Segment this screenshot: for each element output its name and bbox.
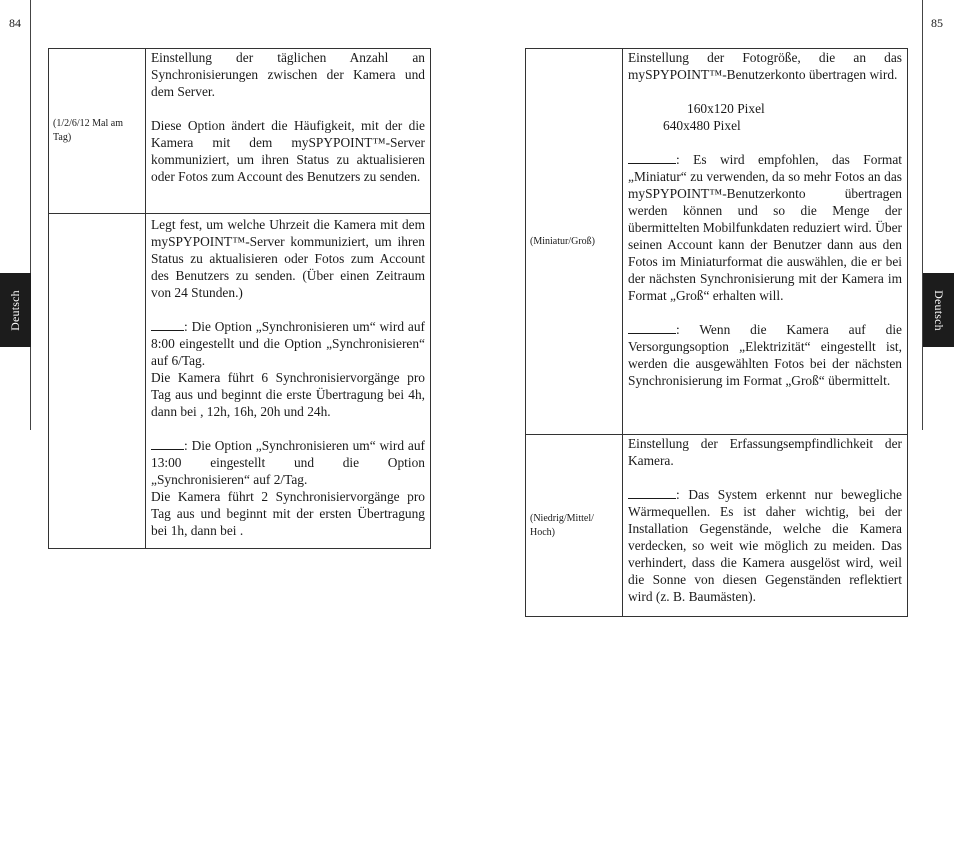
description-cell-photo-size: [623, 49, 908, 435]
table-row: [526, 49, 908, 435]
option-cell-sensitivity: [526, 435, 623, 617]
underline-placeholder: [151, 318, 184, 331]
note-3-paragraph: [628, 486, 902, 605]
underline-placeholder: [628, 151, 676, 164]
language-tab-right-label: Deutsch: [932, 289, 947, 331]
note-2-paragraph: [628, 321, 902, 389]
note-1-paragraph: [628, 151, 902, 304]
underline-placeholder: [628, 321, 676, 334]
description-text: Einstellung der Fotogröße, die an das mySPYPOINT™-Benutzerkonto übertragen wird.: [628, 50, 902, 82]
description-text: Die Kamera führt 6 Synchronisiervorgänge pro Tag aus und beginnt die erste Übertragung bei 4h, dann bei , 12h, 16h, 20h und 24h.: [151, 370, 425, 419]
example-2-paragraph: [151, 437, 425, 488]
option-label: (Niedrig/Mittel/ Hoch): [530, 512, 594, 538]
note-1-text: : Es wird empfohlen, das Format „Miniatur“ zu verwenden, da so mehr Fotos an das mySPYPOINT™-Benutzerkonto übertragen werden können und so die Menge der übermittelten Mobilfunkdaten reduziert wird. Über seinen Account kann der Benutzer dann aus den Fotos im Miniaturformat die auswählen, die er bei der nächsten Synchronisierung mit der Kamera im Format „Groß“ erhalten will.: [628, 152, 902, 303]
page-number-right: 85: [931, 16, 943, 30]
description-text: Einstellung der Erfassungsempfindlichkeit der Kamera.: [628, 436, 902, 468]
description-cell-sync-frequency: [146, 49, 431, 214]
language-tab-left: [0, 273, 31, 347]
table-row: [49, 49, 431, 214]
table-row: [49, 214, 431, 549]
option-label: (1/2/6/12 Mal am Tag): [53, 118, 123, 143]
option-label: (Miniatur/Groß): [530, 235, 595, 247]
description-cell-sensitivity: [623, 435, 908, 617]
description-text: Diese Option ändert die Häufigkeit, mit der die Kamera mit dem mySPYPOINT™-Server kommuniziert, um ihren Status zu aktualisieren oder Fotos zum Account des Benutzers zu senden.: [151, 118, 425, 184]
size-small-text: 160x120 Pixel: [687, 101, 765, 116]
language-tab-left-label: Deutsch: [8, 289, 23, 331]
page-edge-line-left: [30, 0, 31, 430]
description-cell-sync-time: [146, 214, 431, 549]
language-tab-right: [923, 273, 954, 347]
settings-table-right: [525, 48, 908, 617]
settings-table-left: [48, 48, 431, 549]
example-1-text: : Die Option „Synchronisieren um“ wird auf 8:00 eingestellt und die Option „Synchronisieren“ auf 6/Tag.: [151, 319, 425, 368]
size-large-text: 640x480 Pixel: [663, 118, 741, 133]
option-cell-sync-time: [49, 214, 146, 549]
option-cell-sync-frequency: [49, 49, 146, 214]
option-cell-photo-size: [526, 49, 623, 435]
description-text: Einstellung der täglichen Anzahl an Synchronisierungen zwischen der Kamera und dem Server.: [151, 50, 425, 99]
description-text: Legt fest, um welche Uhrzeit die Kamera mit dem mySPYPOINT™-Server kommuniziert, um ihren Status zu aktualisieren oder Fotos zum Account des Benutzers zu senden. (Über einen Zeitraum von 24 Stunden.): [151, 217, 425, 300]
underline-placeholder: [628, 486, 676, 499]
table-row: [526, 435, 908, 617]
page-number-left: 84: [9, 16, 21, 30]
note-2-text: : Wenn die Kamera auf die Versorgungsoption „Elektrizität“ eingestellt ist, werden die ausgewählten Fotos bei der nächsten Synchronisierung im Format „Groß“ übermittelt.: [628, 322, 902, 388]
note-3-text: : Das System erkennt nur bewegliche Wärmequellen. Es ist daher wichtig, bei der Installation Gegenstände, welche die Kamera verdecken, so weit wie möglich zu meiden. Das verhindert, dass die Kamera ausgelöst wird, weil die Sonne von diesen Gegenständen reflektiert wird (z. B. Baumästen).: [628, 487, 902, 604]
example-2-text: : Die Option „Synchronisieren um“ wird auf 13:00 eingestellt und die Option „Synchronisieren“ auf 2/Tag.: [151, 438, 425, 487]
page-edge-line-right: [922, 0, 923, 430]
example-1-paragraph: [151, 318, 425, 369]
underline-placeholder: [151, 437, 184, 450]
description-text: Die Kamera führt 2 Synchronisiervorgänge pro Tag aus und beginnt mit der ersten Übertragung bei 1h, dann bei .: [151, 489, 425, 538]
